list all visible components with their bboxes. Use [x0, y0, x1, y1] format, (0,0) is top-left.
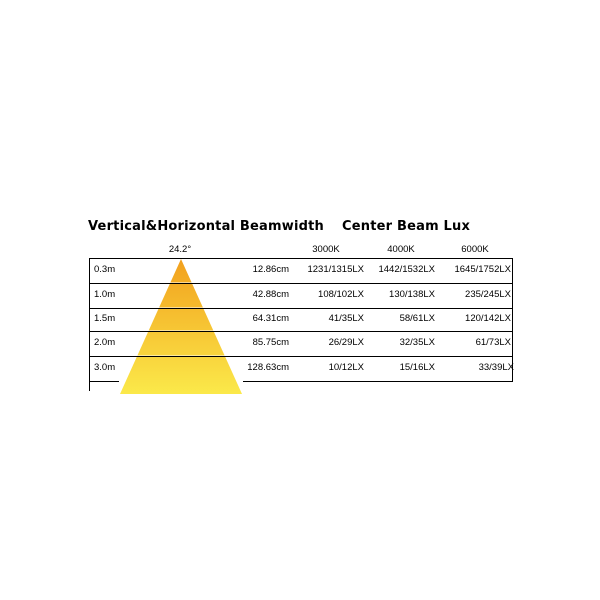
- row-distance: 3.0m: [94, 362, 116, 373]
- row-divider: [89, 331, 513, 332]
- row-distance: 0.3m: [94, 264, 116, 275]
- row-beam-width: 85.75cm: [252, 337, 289, 348]
- row-beam-width: 128.63cm: [247, 362, 289, 373]
- beam-cone: [120, 259, 242, 394]
- column-header-6000k: 6000K: [461, 244, 489, 255]
- table-bottom-border-right: [243, 381, 513, 382]
- row-lux-4000k: 130/138LX: [389, 289, 435, 300]
- center-beam-lux-heading: Center Beam Lux: [342, 219, 471, 234]
- table-left-border: [89, 258, 90, 391]
- row-lux-3000k: 10/12LX: [328, 362, 364, 373]
- row-lux-6000k: 61/73LX: [475, 337, 511, 348]
- row-lux-3000k: 41/35LX: [328, 313, 364, 324]
- row-divider: [89, 308, 513, 309]
- row-beam-width: 64.31cm: [252, 313, 289, 324]
- row-distance: 1.0m: [94, 289, 116, 300]
- beamwidth-heading: Vertical&Horizontal Beamwidth: [88, 219, 325, 234]
- row-divider: [89, 356, 513, 357]
- row-lux-4000k: 1442/1532LX: [378, 264, 435, 275]
- row-lux-3000k: 26/29LX: [328, 337, 364, 348]
- table-bottom-border-left: [89, 381, 119, 382]
- column-header-4000k: 4000K: [387, 244, 415, 255]
- row-lux-6000k: 120/142LX: [465, 313, 511, 324]
- row-distance: 1.5m: [94, 313, 116, 324]
- row-lux-4000k: 58/61LX: [399, 313, 435, 324]
- row-lux-3000k: 1231/1315LX: [307, 264, 364, 275]
- row-lux-4000k: 32/35LX: [399, 337, 435, 348]
- row-lux-6000k: 235/245LX: [465, 289, 511, 300]
- row-distance: 2.0m: [94, 337, 116, 348]
- row-lux-6000k: 1645/1752LX: [454, 264, 511, 275]
- table-top-border: [89, 258, 513, 259]
- row-lux-6000k: 33/39LX: [478, 362, 514, 373]
- row-divider: [89, 283, 513, 284]
- beam-angle-label: 24.2°: [168, 244, 192, 255]
- column-header-3000k: 3000K: [312, 244, 340, 255]
- row-lux-3000k: 108/102LX: [318, 289, 364, 300]
- row-beam-width: 12.86cm: [252, 264, 289, 275]
- row-beam-width: 42.88cm: [252, 289, 289, 300]
- row-lux-4000k: 15/16LX: [399, 362, 435, 373]
